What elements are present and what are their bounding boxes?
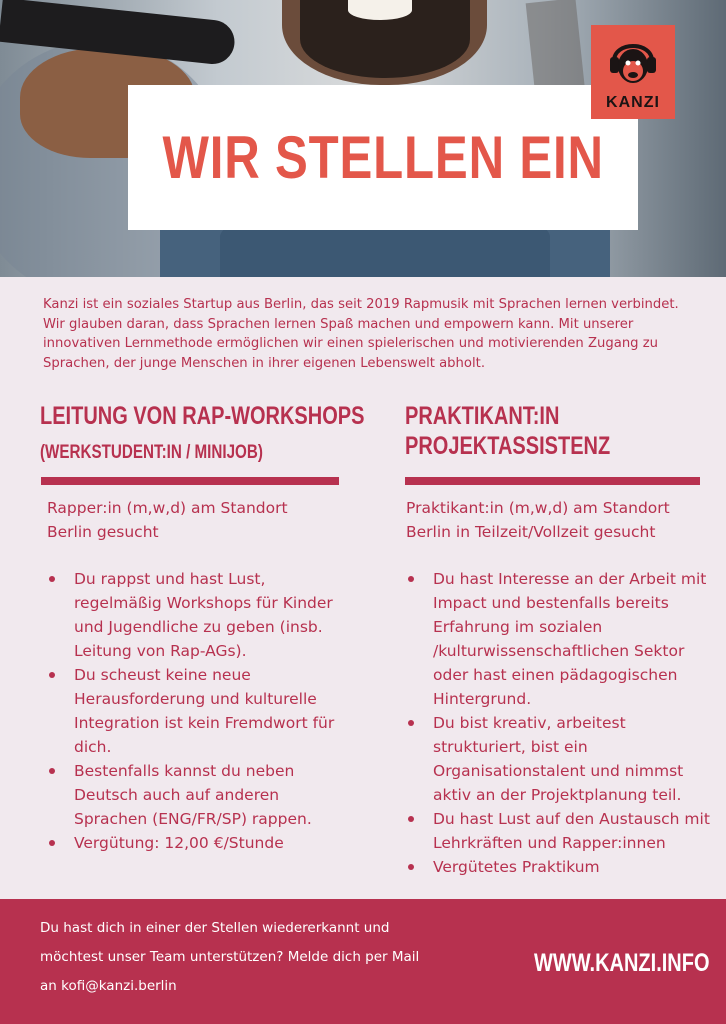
website-link[interactable]: WWW.KANZI.INFO	[534, 949, 710, 977]
footer-contact-text: Du hast dich in einer der Stellen wiedererkannt und möchtest unser Team unterstützen? Melde dich per Mail an kofi@kanzi.berlin	[40, 920, 420, 994]
left-subtitle: Rapper:in (m,w,d) am Standort Berlin gesucht	[47, 499, 288, 541]
right-requirements-list	[407, 567, 712, 879]
list-item: Du hast Lust auf den Austausch mit Lehrkräften und Rapper:innen	[407, 807, 712, 855]
bullet-icon	[408, 576, 414, 582]
intro-paragraph: Kanzi ist ein soziales Startup aus Berlin, das seit 2019 Rapmusik mit Sprachen lernen verbindet. Wir glauben daran, dass Sprachen lernen Spaß machen und empowern kann. Mit unserer innovativen Lernmethode ermöglichen wir einen spielerischen und motivierenden Zugang zu Sprachen, der junge Menschen in ihrer eigenen Lebenswelt abholt.	[43, 297, 679, 371]
list-item: Vergütetes Praktikum	[407, 855, 712, 879]
list-item: Du rappst und hast Lust, regelmäßig Workshops für Kinder und Jugendliche zu geben (insb. Leitung von Rap-AGs).	[48, 567, 340, 663]
kanzi-logo[interactable]	[591, 25, 675, 119]
logo-text: KANZI	[606, 94, 660, 111]
list-item: Bestenfalls kannst du neben Deutsch auch auf anderen Sprachen (ENG/FR/SP) rappen.	[48, 759, 340, 831]
bullet-icon	[49, 576, 55, 582]
left-subheading: (WERKSTUDENT:IN / MINIJOB)	[40, 442, 263, 463]
right-divider	[405, 477, 700, 485]
title-box	[128, 85, 638, 230]
photo-smile	[348, 0, 412, 20]
list-item: Vergütung: 12,00 €/Stunde	[48, 831, 340, 855]
list-item: Du scheust keine neue Herausforderung und kulturelle Integration ist kein Fremdwort für dich.	[48, 663, 340, 759]
footer	[0, 899, 726, 1024]
page-title: WIR STELLEN EIN	[162, 124, 604, 191]
left-divider	[41, 477, 339, 485]
left-heading: LEITUNG VON RAP-WORKSHOPS	[40, 402, 365, 430]
bullet-icon	[49, 840, 55, 846]
bullet-icon	[408, 864, 414, 870]
list-item: Du bist kreativ, arbeitest strukturiert, bist ein Organisationstalent und nimmst aktiv an der Projektplanung teil.	[407, 711, 712, 807]
list-item: Du hast Interesse an der Arbeit mit Impact und bestenfalls bereits Erfahrung im sozialen /kulturwissenschaftlichen Sektor oder hast einen pädagogischen Hintergrund.	[407, 567, 712, 711]
left-requirements-list	[48, 567, 340, 855]
right-subtitle: Praktikant:in (m,w,d) am Standort Berlin in Teilzeit/Vollzeit gesucht	[406, 499, 670, 541]
bullet-icon	[408, 816, 414, 822]
bullet-icon	[49, 768, 55, 774]
monkey-headphones-icon	[608, 31, 658, 93]
right-subheading: PROJEKTASSISTENZ	[405, 432, 611, 460]
right-heading: PRAKTIKANT:IN	[405, 402, 560, 430]
bullet-icon	[408, 720, 414, 726]
bullet-icon	[49, 672, 55, 678]
